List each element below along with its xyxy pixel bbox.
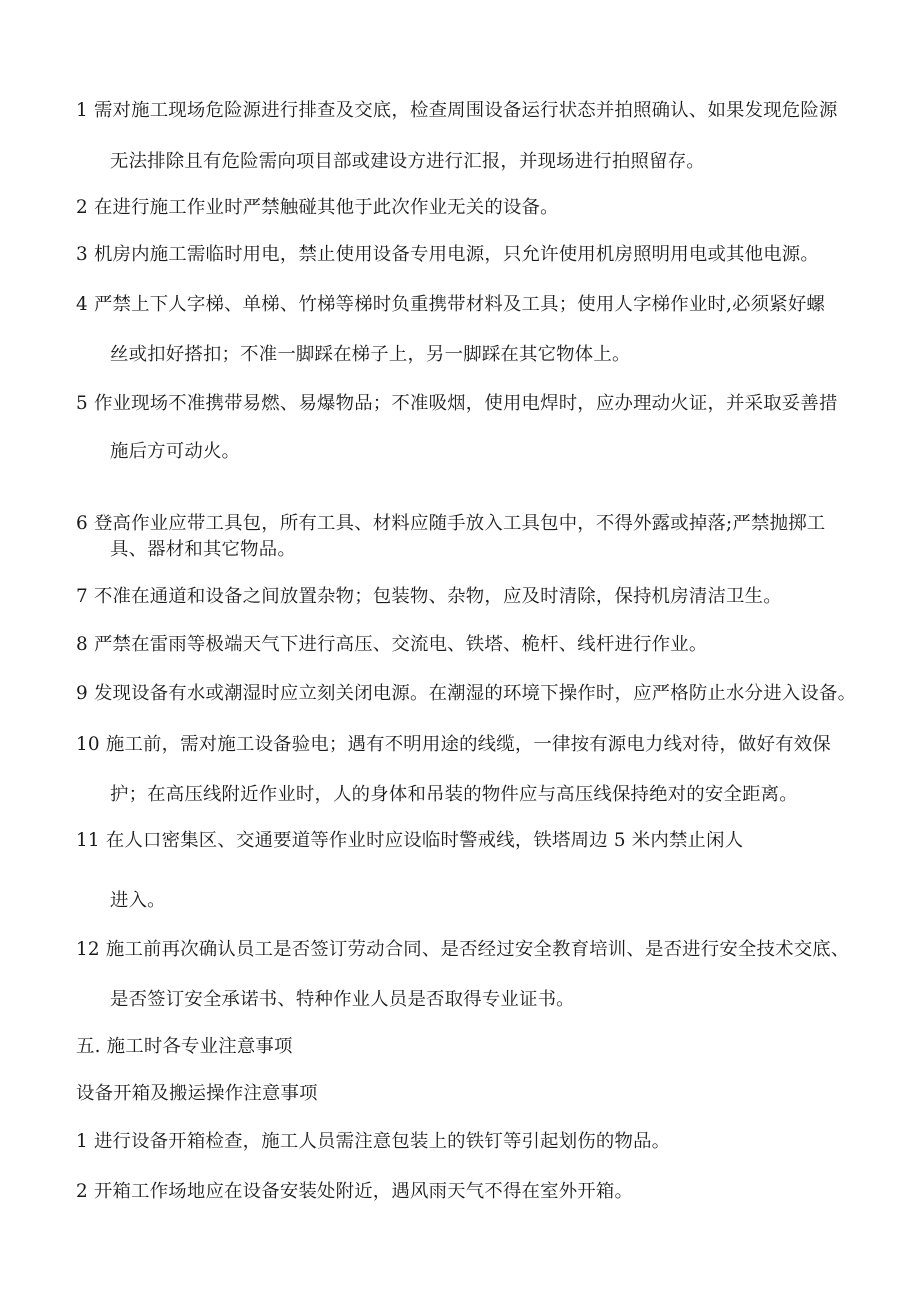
item-8-line-1: 8 严禁在雷雨等极端天气下进行高压、交流电、铁塔、桅杆、线杆进行作业。 [76, 634, 708, 655]
item-4-line-1: 4 严禁上下人字梯、单梯、竹梯等梯时负重携带材料及工具；使用人字梯作业时,必须紧好螺 [76, 294, 826, 315]
item-4-line-2: 丝或扣好搭扣；不准一脚踩在梯子上，另一脚踩在其它物体上。 [110, 344, 631, 365]
item-10-line-2: 护；在高压线附近作业时，人的身体和吊装的物件应与高压线保持绝对的安全距离。 [110, 784, 798, 805]
subsection-heading: 设备开箱及搬运操作注意事项 [76, 1083, 318, 1104]
item-5-line-1: 5 作业现场不准携带易燃、易爆物品；不准吸烟，使用电焊时，应办理动火证，并采取妥善措 [76, 393, 838, 414]
item-12-line-2: 是否签订安全承诺书、特种作业人员是否取得专业证书。 [110, 989, 575, 1010]
item-11-line-2: 进入。 [110, 890, 166, 911]
section-heading: 五. 施工时各专业注意事项 [76, 1036, 293, 1057]
item-10-line-1: 10 施工前，需对施工设备验电；遇有不明用途的线缆，一律按有源电力线对待，做好有效保 [76, 734, 831, 755]
subsection-item-2: 2 开箱工作场地应在设备安装处附近，遇风雨天气不得在室外开箱。 [76, 1181, 634, 1202]
item-1-line-2: 无法排除且有危险需向项目部或建设方进行汇报，并现场进行拍照留存。 [110, 151, 705, 172]
item-7-line-1: 7 不准在通道和设备之间放置杂物；包装物、杂物，应及时清除，保持机房清洁卫生。 [76, 586, 782, 607]
item-1-line-1: 1 需对施工现场危险源进行排查及交底，检查周围设备运行状态并拍照确认、如果发现危险源 [76, 100, 838, 121]
item-5-line-2: 施后方可动火。 [110, 441, 241, 462]
item-6-line-2: 具、器材和其它物品。 [110, 539, 296, 560]
item-12-line-1: 12 施工前再次确认员工是否签订劳动合同、是否经过安全教育培训、是否进行安全技术交底、 [76, 939, 850, 960]
item-3-line-1: 3 机房内施工需临时用电，禁止使用设备专用电源，只允许使用机房照明用电或其他电源。 [76, 244, 819, 265]
item-6-line-1: 6 登高作业应带工具包，所有工具、材料应随手放入工具包中，不得外露或掉落;严禁抛掷工 [76, 513, 826, 534]
subsection-item-1: 1 进行设备开箱检查，施工人员需注意包装上的铁钉等引起划伤的物品。 [76, 1131, 671, 1152]
item-2-line-1: 2 在进行施工作业时严禁触碰其他于此次作业无关的设备。 [76, 197, 559, 218]
item-11-line-1: 11 在人口密集区、交通要道等作业时应设临时警戒线，铁塔周边 5 米内禁止闲人 [76, 830, 744, 851]
item-9-line-1: 9 发现设备有水或潮湿时应立刻关闭电源。在潮湿的环境下操作时，应严格防止水分进入设备。 [76, 683, 857, 704]
